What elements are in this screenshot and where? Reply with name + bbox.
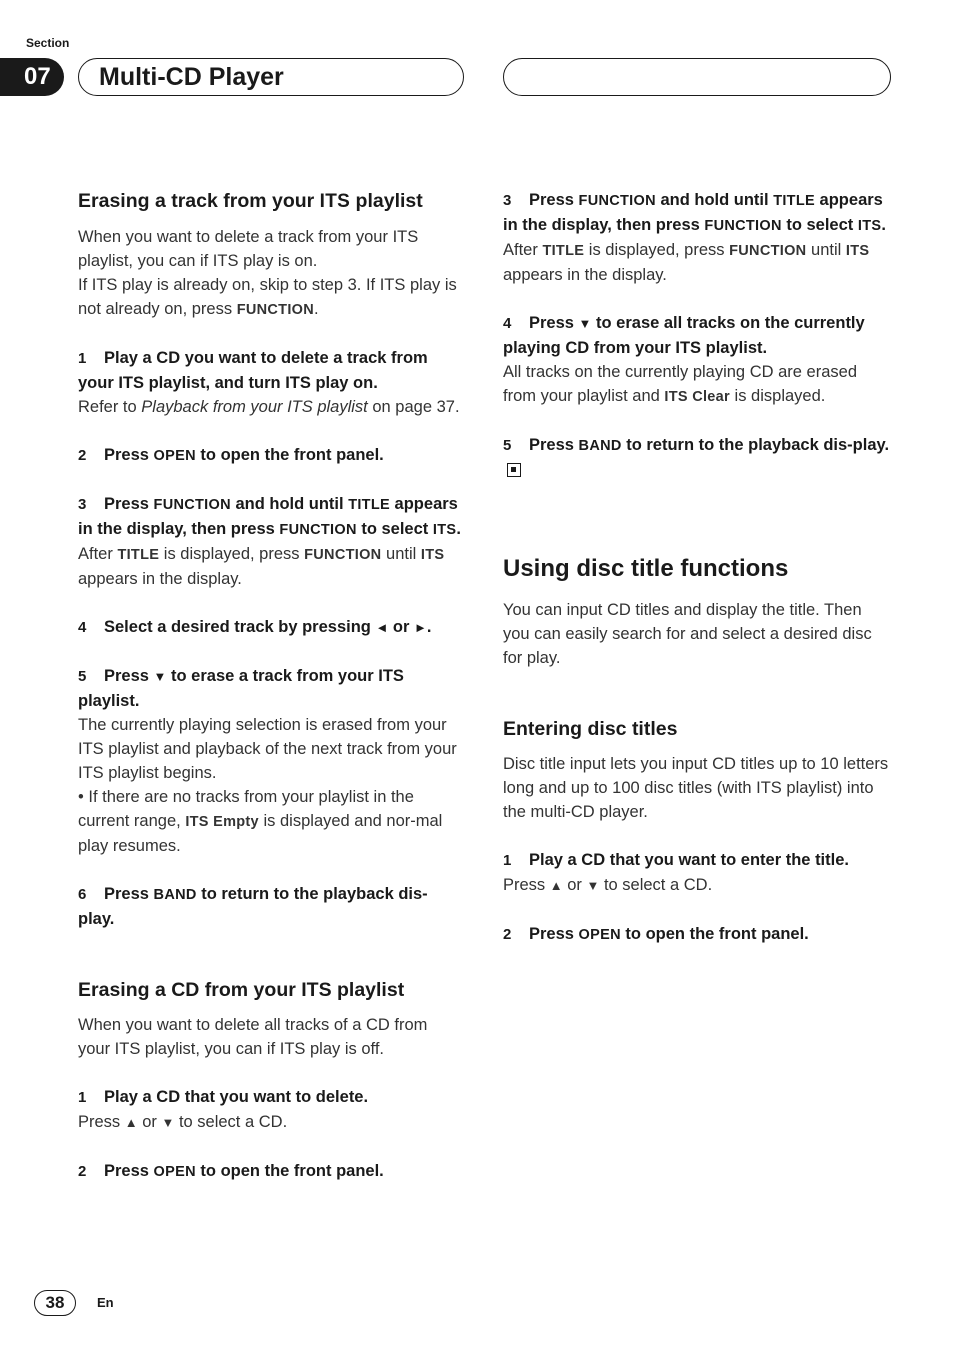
right-column	[503, 188, 891, 947]
step-2-open: 2 Press OPEN to open the front panel.	[78, 446, 384, 464]
step-3-function: 3 Press FUNCTION and hold until TITLE appears in the display, then press FUNCTION to select ITS.	[78, 495, 461, 538]
step-5-erase-track: 5 Press ▼ to erase a track from your ITS playlist.	[78, 667, 404, 710]
right-arrow-icon: ►	[414, 620, 427, 635]
section-number-tab: 07	[0, 58, 64, 96]
heading-erase-cd: Erasing a CD from your ITS playlist	[78, 979, 405, 1001]
down-arrow-icon: ▼	[578, 316, 592, 331]
step-1-note: Refer to Playback from your ITS playlist on page 37.	[78, 398, 460, 416]
step-1-select-cd-note-right: Press ▲ or ▼ to select a CD.	[503, 876, 713, 894]
up-arrow-icon: ▲	[549, 878, 563, 893]
down-arrow-icon: ▼	[153, 669, 167, 684]
step-4-select-track: 4 Select a desired track by pressing ◄ or ►.	[78, 618, 432, 636]
left-arrow-icon: ◄	[375, 620, 389, 635]
down-arrow-icon: ▼	[586, 878, 600, 893]
step-2-open-panel: 2 Press OPEN to open the front panel.	[78, 1162, 384, 1180]
language-label: En	[97, 1295, 114, 1310]
left-column	[78, 188, 464, 1184]
paragraph-erase-track-intro: When you want to delete a track from your ITS playlist, you can if ITS play is on.	[78, 228, 419, 270]
end-mark-icon	[507, 463, 521, 477]
paragraph-erase-track-skip: If ITS play is already on, skip to step 3. If ITS play is not already on, press FUNCTION.	[78, 276, 457, 318]
step-1-select-cd-note: Press ▲ or ▼ to select a CD.	[78, 1113, 288, 1131]
heading-erase-track: Erasing a track from your ITS playlist	[78, 190, 423, 212]
section-label: Section	[26, 36, 70, 50]
step-1-play-cd: 1 Play a CD you want to delete a track from your ITS playlist, and turn ITS play on.	[78, 349, 428, 392]
heading-entering-disc-titles: Entering disc titles	[503, 718, 678, 740]
step-5-bullet: • If there are no tracks from your playlist in the current range, ITS Empty is displayed and nor-mal play resumes.	[78, 788, 443, 855]
step-3-note: After TITLE is displayed, press FUNCTION until ITS appears in the display.	[78, 545, 445, 588]
step-4-erase-all: 4 Press ▼ to erase all tracks on the currently playing CD from your ITS playlist.	[503, 314, 865, 357]
step-1-play-cd-title: 1 Play a CD that you want to enter the title.	[503, 851, 849, 869]
step-5-band-right: 5 Press BAND to return to the playback dis-play.	[503, 433, 891, 482]
heading-disc-title-functions: Using disc title functions	[503, 555, 789, 582]
step-1-play-cd-delete: 1 Play a CD that you want to delete.	[78, 1088, 369, 1106]
step-6-band: 6 Press BAND to return to the playback dis-play.	[78, 885, 428, 928]
step-5-note: The currently playing selection is erased from your ITS playlist and playback of the next track from your ITS playlist begins.	[78, 716, 457, 782]
step-3-function-right: 3 Press FUNCTION and hold until TITLE appears in the display, then press FUNCTION to select ITS.	[503, 191, 886, 234]
step-3-note-right: After TITLE is displayed, press FUNCTION until ITS appears in the display.	[503, 241, 870, 284]
chapter-title: Multi-CD Player	[78, 58, 464, 96]
paragraph-entering-disc-titles: Disc title input lets you input CD titles up to 10 letters long and up to 100 disc titles (with ITS playlist) into the multi-CD player.	[503, 755, 889, 821]
paragraph-disc-title-intro: You can input CD titles and display the title. Then you can easily search for and select a desired disc for play.	[503, 601, 872, 667]
step-2-open-panel-right: 2 Press OPEN to open the front panel.	[503, 925, 809, 943]
chapter-title-box-right	[503, 58, 891, 96]
paragraph-erase-cd-intro: When you want to delete all tracks of a CD from your ITS playlist, you can if ITS play is off.	[78, 1016, 428, 1058]
up-arrow-icon: ▲	[124, 1115, 138, 1130]
down-arrow-icon: ▼	[161, 1115, 175, 1130]
page-number: 38	[34, 1290, 76, 1316]
step-4-note-right: All tracks on the currently playing CD are erased from your playlist and ITS Clear is displayed.	[503, 363, 857, 405]
